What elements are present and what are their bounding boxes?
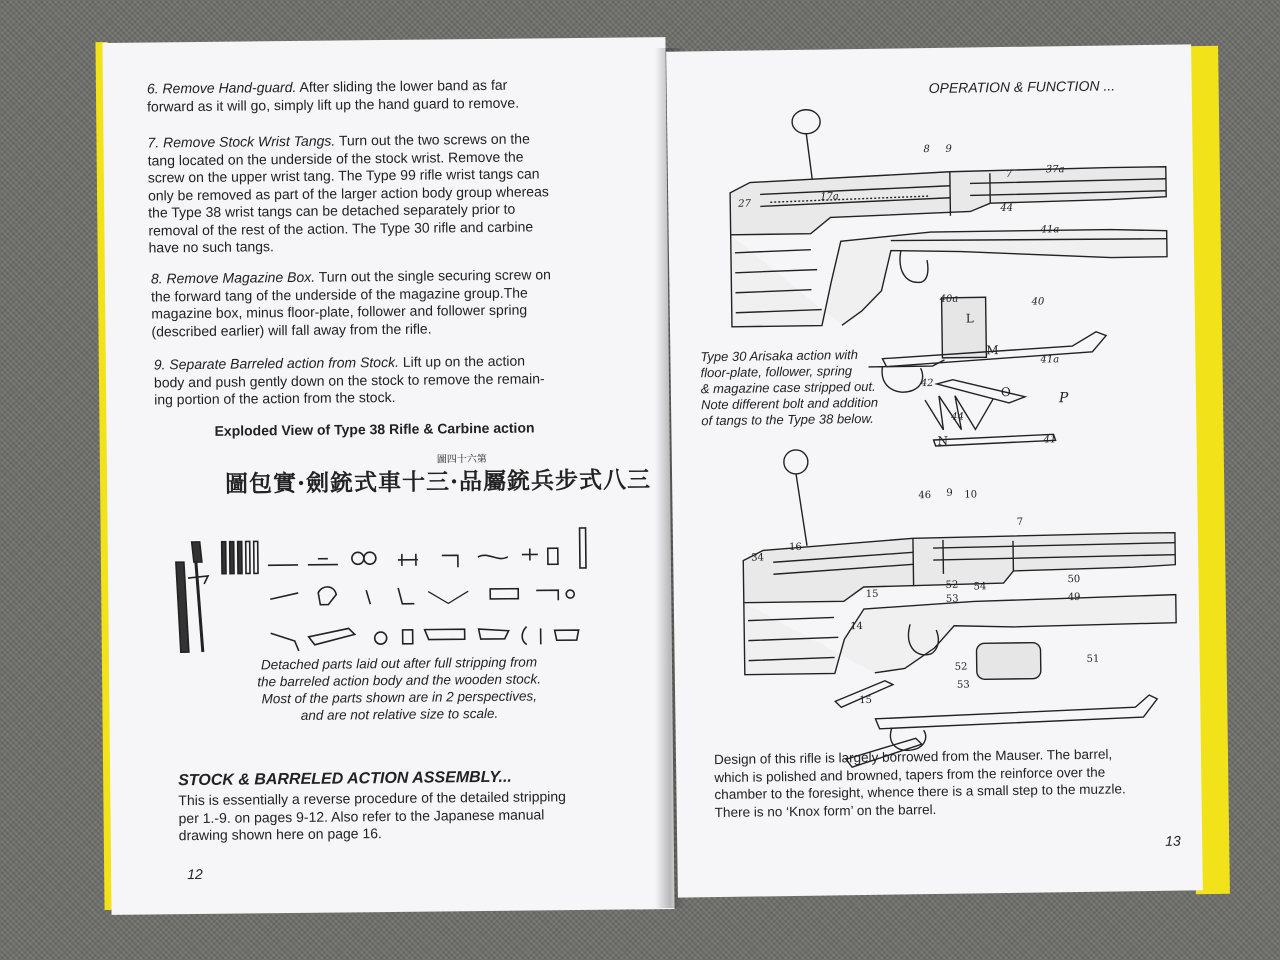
caption-line: floor-plate, follower, spring [700,363,853,381]
text-line: body and push gently down on the stock to remove the remain- [153,369,545,390]
part-label: 8 [923,144,930,156]
part-label: 40a [939,293,959,305]
text-line: the Type 38 wrist tangs can be detached separately prior to [148,200,516,221]
japanese-subtitle: 圖四十六第 [436,453,487,466]
part-label: 40 [1031,296,1045,308]
part-label: P [1058,390,1069,407]
assembly-heading: STOCK & BARRELED ACTION ASSEMBLY... [178,768,512,790]
text-line: the forward tang of the underside of the magazine group.The [151,284,528,304]
part-label: 7 [1005,168,1013,180]
text-line: tang located on the underside of the stock wrist. Remove the [147,148,524,169]
part-label: 14 [850,621,863,633]
caption-line: and are not relative size to scale. [300,705,499,723]
step-7-paragraph [147,129,658,257]
part-label: 53 [956,679,970,691]
part-label: 44 [951,411,965,423]
part-label: 7 [1016,516,1024,528]
text-line: have no such tangs. [148,238,274,256]
step-lead: 9. Separate Barreled action from Stock. [153,353,400,373]
text-line: screw on the upper wrist tang. The Type 99 rifle wrist tangs can [147,165,540,186]
part-label: 51 [1086,653,1100,665]
right-page [666,44,1203,897]
part-label: 41 [1043,434,1057,446]
part-label: 9 [946,487,953,499]
exploded-view-heading: Exploded View of Type 38 Rifle & Carbine action [214,419,535,439]
design-paragraph [714,744,1199,821]
text-line: 7. Remove Stock Wrist Tangs. Turn out the two screws on the [147,130,530,151]
part-label: M [986,343,999,358]
type30-caption [700,346,911,429]
part-label: 9 [945,143,952,155]
part-label: 15 [865,588,879,600]
text-line: per 1.-9. on pages 9-12. Also refer to the Japanese manual [178,805,545,826]
part-label: 52 [945,579,959,591]
part-label: 15 [859,694,873,707]
step-8-paragraph [151,265,662,340]
text-line: which is polished and browned, tapers from the reinforce over the [714,764,1106,785]
part-label: 46 [918,490,932,502]
part-label: L [965,311,974,326]
text-line: 6. Remove Hand-guard. After sliding the lower band as far [146,76,508,97]
step-9-paragraph [154,351,665,409]
caption-line: Detached parts laid out after full stripping from [260,654,538,673]
part-label: 52 [954,661,968,673]
caption-line: Most of the parts shown are in 2 perspectives, [261,688,538,707]
step-6-paragraph [147,75,657,115]
part-label: 50 [1067,573,1081,586]
text-line: Design of this rifle is largely borrowed from the Mauser. The barrel, [713,746,1113,768]
japanese-title: 圖包實·劍銃式車十三·品屬銃兵步式八三 [224,466,652,498]
part-label: 54 [973,581,987,593]
text-line: There is no ‘Knox form’ on the barrel. [714,801,937,820]
caption-line: Note different bolt and addition [700,394,879,413]
part-label: 37a [1045,164,1065,176]
part-label: O [1000,384,1011,400]
part-label: 10 [964,489,978,501]
part-label: 17a [820,191,839,203]
text-line: chamber to the foresight, whence there is a small step to the muzzle. [714,781,1126,803]
caption-line: & magazine case stripped out. [700,378,876,397]
left-page [102,37,674,915]
section-header: OPERATION & FUNCTION ... [928,77,1116,97]
part-label: 16 [788,541,802,554]
text-line: forward as it will go, simply lift up the hand guard to remove. [147,94,520,115]
part-label: 44 [1000,202,1014,215]
step-lead: 8. Remove Magazine Box. [150,268,316,287]
text-line: (described earlier) will fall away from the rifle. [151,320,432,339]
caption-line: Type 30 Arisaka action with [700,347,859,365]
text-line: only be removed as part of the larger action body group whereas [147,182,549,204]
step-lead: 7. Remove Stock Wrist Tangs. [147,132,336,151]
text-line: 9. Separate Barreled action from Stock. Lift up on the action [153,352,526,373]
caption-line: the barreled action body and the wooden stock. [257,671,542,690]
page-number-right: 13 [1165,832,1181,849]
part-label: 27 [738,198,752,210]
part-label: 53 [945,593,959,605]
exploded-caption [219,653,580,725]
part-label: 34 [751,552,765,564]
part-label: 41a [1040,224,1060,236]
text-line: ing portion of the action from the stock. [154,388,396,408]
assembly-paragraph [178,787,669,845]
part-label: 42 [920,378,934,390]
exploded-parts-drawing [157,497,639,662]
part-label: 49 [1067,591,1081,604]
step-lead: 6. Remove Hand-guard. [146,78,297,97]
part-label: 41a [1040,354,1060,366]
page-number-left: 12 [187,865,203,883]
part-label: N [937,433,949,448]
text-line: magazine box, minus floor-plate, follower and follower spring [151,301,528,322]
text-line: removal of the rest of the action. The Type 30 rifle and carbine [148,217,534,239]
text-line: drawing shown here on page 16. [178,825,382,844]
text-line: 8. Remove Magazine Box. Turn out the single securing screw on [150,266,551,287]
text-line: This is essentially a reverse procedure of the detailed stripping [178,788,566,809]
caption-line: of tangs to the Type 38 below. [701,410,874,429]
